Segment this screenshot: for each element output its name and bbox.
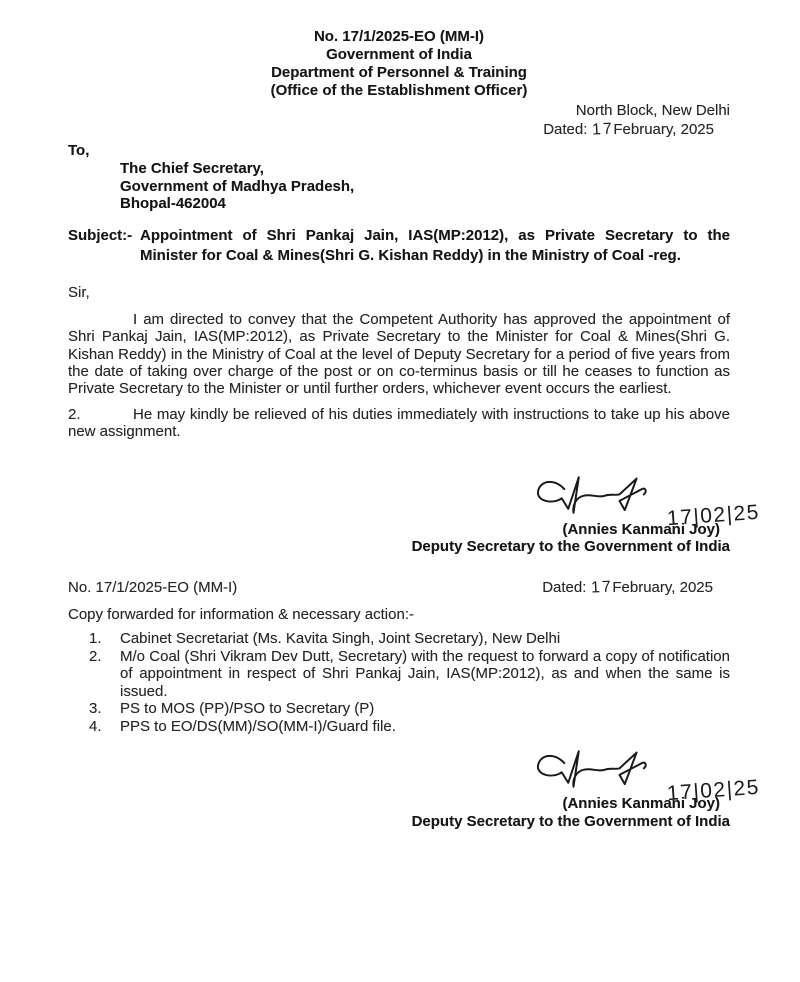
list-item-number: 2. [89,647,102,665]
handwritten-signature-date: 17|02|25 [666,775,761,805]
signature-scribble [534,746,659,792]
list-item-number: 4. [89,717,102,735]
salutation: Sir, [68,284,90,302]
distribution-list [68,630,730,735]
copy-forwarded-line: Copy forwarded for information & necessary action:- [68,605,414,623]
handwritten-signature-date: 17|02|25 [666,500,761,531]
list-item-number: 1. [89,630,102,648]
list-item [68,630,730,648]
list-item-text: Cabinet Secretariat (Ms. Kavita Singh, Joint Secretary), New Delhi [120,630,561,648]
signature-block-2 [68,742,761,830]
subject-label: Subject:- [68,227,133,245]
list-item-text: M/o Coal (Shri Vikram Dev Dutt, Secretary) with the request to forward a copy of notification of appointment in respect of Shri Pankaj Jain, IAS(MP:2012), as and when the same is issued. [120,647,730,700]
recipient-line: Government of Madhya Pradesh, [120,177,355,195]
signature-block-1 [68,468,761,556]
list-item [68,700,730,718]
list-item-text: PPS to EO/DS(MM)/SO(MM-I)/Guard file. [120,717,396,735]
list-item-number: 3. [89,700,102,718]
place-date-block [68,102,730,139]
org-name: Government of India [326,46,472,63]
office-name: (Office of the Establishment Officer) [270,82,528,99]
body-paragraph-2 [68,406,730,441]
recipient-line: The Chief Secretary, [120,160,264,178]
list-item-text: PS to MOS (PP)/PSO to Secretary (P) [120,700,375,718]
signatory-designation: Deputy Secretary to the Government of India [411,812,730,830]
dated-label: Dated: [543,120,588,138]
list-item [68,648,730,701]
recipient-to: To, [68,142,90,159]
subject-text: Appointment of Shri Pankaj Jain, IAS(MP:2012), as Private Secretary to the Minister for Coal & Mines(Shri G. Kishan Reddy) in the Ministry of Coal -reg. [140,227,730,264]
paragraph-number: 2. [68,405,81,423]
letter-ref-number: No. 17/1/2025-EO (MM-I) [313,28,485,45]
recipient-line: Bhopal-462004 [120,195,226,212]
place-line: North Block, New Delhi [575,102,730,119]
list-item [68,718,730,736]
forward-ref-line [68,579,730,596]
dated-rest: February, 2025 [612,579,713,597]
body-paragraph-1: I am directed to convey that the Competent Authority has approved the appointment of Shri Pankaj Jain, IAS(MP:2012), as Private Secretary to the Minister for Coal & Mines(Shri G. Kishan Reddy) in the Ministry of Coal at the level of Deputy Secretary for a period of five years from the date of taking over charge of the post or on co-terminus basis or till he ceases to function as Private Secretary to the Minister or until further orders, whichever event occurs the earliest. [68,310,730,398]
letterhead [68,28,730,100]
signatory-name: (Annies Kanmani Joy) [562,520,720,538]
handwritten-day: 17 [590,578,613,597]
date-line [68,121,730,140]
handwritten-day: 17 [591,119,614,139]
subject-block [68,226,730,265]
signatory-name: (Annies Kanmani Joy) [562,795,720,813]
recipient-address [120,160,730,212]
forward-ref-number: No. 17/1/2025-EO (MM-I) [68,579,238,597]
signatory-designation: Deputy Secretary to the Government of India [411,537,730,555]
dated-label: Dated: [542,579,587,597]
forward-date-line [542,579,730,596]
dated-rest: February, 2025 [613,120,714,138]
department-name: Department of Personnel & Training [271,64,527,81]
signature-scribble [534,472,659,518]
paragraph-text: He may kindly be relieved of his duties immediately with instructions to take up his above new assignment. [68,405,730,441]
